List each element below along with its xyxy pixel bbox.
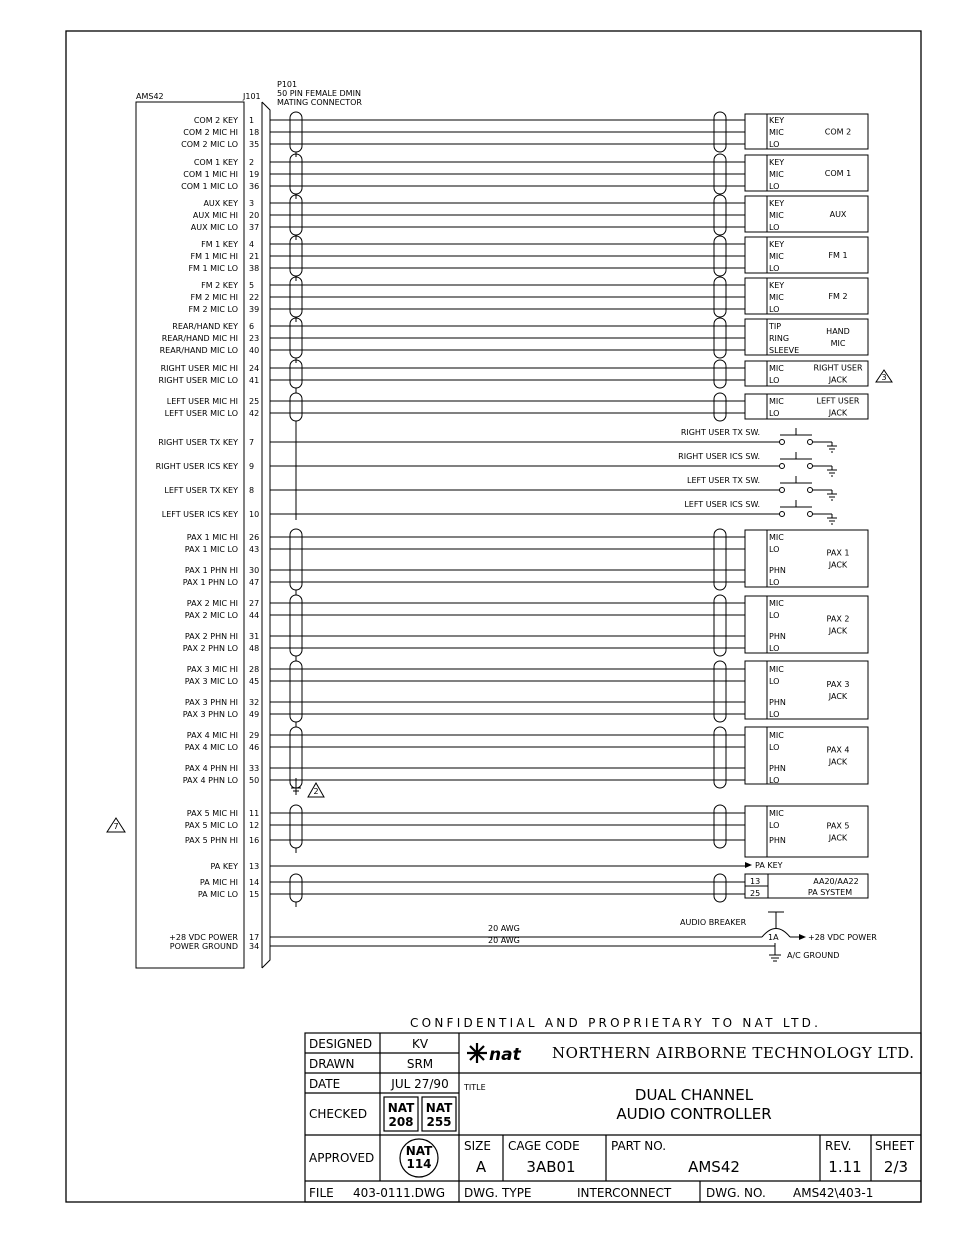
wire-label: PAX 4 PHN HI	[184, 764, 238, 773]
device-pin-label: KEY	[769, 281, 785, 290]
pin-number: 50	[249, 776, 260, 785]
wire-label: PAX 4 MIC LO	[184, 743, 238, 752]
device-box	[745, 727, 868, 784]
pin-number: 16	[249, 836, 260, 845]
pin-number: 19	[249, 170, 260, 179]
device-pin-label: SLEEVE	[769, 346, 800, 355]
device-name: PAX 4	[826, 745, 850, 755]
pin-number: 49	[249, 710, 260, 719]
sheet-value: 2/3	[883, 1158, 909, 1176]
wire-label: PAX 5 MIC LO	[184, 821, 238, 830]
device-pin-label: LO	[769, 140, 780, 149]
wire-label: LEFT USER MIC LO	[164, 409, 238, 418]
checked-label: CHECKED	[309, 1107, 368, 1121]
device-pin-label: MIC	[769, 293, 784, 302]
pin-number: 4	[249, 240, 255, 249]
device-pin-label: LO	[769, 545, 780, 554]
device-pin-label: PHN	[769, 764, 786, 773]
mate-line-2: 50 PIN FEMALE DMIN	[277, 89, 361, 98]
wire-label: RIGHT USER MIC LO	[158, 376, 238, 385]
device-pin-label: PHN	[769, 698, 786, 707]
part-no-label: PART NO.	[611, 1139, 667, 1153]
wire-label: COM 1 KEY	[193, 158, 238, 167]
pa-pin-13: 13	[750, 877, 761, 886]
cage-code-value: 3AB01	[526, 1158, 576, 1176]
wire-label: PAX 1 MIC LO	[184, 545, 238, 554]
device-pin-label: TIP	[769, 322, 782, 331]
wire-label: LEFT USER TX KEY	[164, 486, 238, 495]
device-pin-label: MIC	[769, 170, 784, 179]
cable-shield	[290, 595, 302, 656]
wire-label: PA KEY	[210, 862, 238, 871]
wire-label: PA MIC HI	[199, 878, 238, 887]
date-value: JUL 27/90	[391, 1077, 449, 1091]
wire-label: PAX 2 MIC LO	[184, 611, 238, 620]
breaker-rating: 1A	[768, 933, 779, 942]
pin-number: 28	[249, 665, 260, 674]
switch-label: RIGHT USER TX SW.	[680, 428, 760, 437]
size-label: SIZE	[464, 1139, 491, 1153]
pin-number: 13	[249, 862, 260, 871]
wire-label: PAX 3 PHN HI	[184, 698, 238, 707]
device-pin-label: MIC	[769, 211, 784, 220]
device-name: JACK	[828, 626, 848, 636]
switch-label: RIGHT USER ICS SW.	[678, 452, 760, 461]
device-pin-label: MIC	[769, 397, 784, 406]
device-name: JACK	[828, 375, 848, 385]
device-pin-label: KEY	[769, 240, 785, 249]
power-arrow	[799, 934, 806, 940]
breaker-label: AUDIO BREAKER	[680, 918, 747, 927]
device-box	[745, 196, 868, 232]
device-box	[745, 278, 868, 314]
pin-number: 48	[249, 644, 260, 653]
wire-label: AUX KEY	[203, 199, 238, 208]
cable-shield	[290, 360, 302, 388]
wire-label: PAX 3 MIC HI	[186, 665, 238, 674]
pin-number: 25	[249, 397, 260, 406]
switch-contact	[808, 488, 813, 493]
wire-label: COM 2 MIC LO	[181, 140, 238, 149]
device-pin-label: PHN	[769, 836, 786, 845]
pin-number: 26	[249, 533, 260, 542]
cable-shield	[714, 805, 726, 848]
switch-contact	[780, 488, 785, 493]
pa-key-arrow	[745, 862, 752, 868]
device-pin-label: LO	[769, 710, 780, 719]
pin-number: 14	[249, 878, 260, 887]
cable-shield	[290, 805, 302, 848]
device-name: JACK	[828, 692, 848, 701]
wire-label: AUX MIC LO	[190, 223, 238, 232]
device-pin-label: PHN	[769, 566, 786, 575]
pa-system-name-1: AA20/AA22	[813, 877, 859, 886]
wire-label: COM 2 MIC HI	[183, 128, 238, 137]
pin-number: 24	[249, 364, 260, 373]
approved-stamp-top: NAT	[405, 1144, 433, 1158]
wire-label: PAX 2 PHN LO	[182, 644, 238, 653]
awg-label-2: 20 AWG	[488, 936, 520, 945]
unit-label: AMS42	[136, 92, 164, 101]
pin-number: 44	[249, 611, 260, 620]
device-pin-label: KEY	[769, 199, 785, 208]
drawn-label: DRAWN	[309, 1057, 355, 1071]
sheet-label: SHEET	[875, 1139, 915, 1153]
cable-shield	[290, 661, 302, 722]
wire-label: PAX 1 MIC HI	[186, 533, 238, 542]
wire-label: FM 1 KEY	[201, 240, 238, 249]
wire-label: FM 1 MIC HI	[190, 252, 238, 261]
wire-label: PAX 4 PHN LO	[182, 776, 238, 785]
pin-number: 41	[249, 376, 260, 385]
pin-number: 9	[249, 462, 255, 471]
device-pin-label: LO	[769, 677, 780, 686]
pin-number: 45	[249, 677, 260, 686]
pa-system-name-2: PA SYSTEM	[807, 888, 853, 897]
cable-shield	[714, 595, 726, 656]
device-name: PAX 1	[826, 548, 850, 558]
wire-label: PAX 2 PHN HI	[184, 632, 238, 641]
wire-label: FM 1 MIC LO	[188, 264, 238, 273]
note-2: 2	[313, 787, 319, 796]
file-value: 403-0111.DWG	[353, 1186, 445, 1200]
checked-stamp-2-top: NAT	[425, 1101, 453, 1115]
dwg-no-label: DWG. NO.	[706, 1186, 766, 1200]
device-name: PAX 2	[826, 614, 850, 624]
pin-number: 8	[249, 486, 255, 495]
device-pin-label: KEY	[769, 116, 785, 125]
switch-label: LEFT USER TX SW.	[686, 476, 760, 485]
wire-label: LEFT USER MIC HI	[166, 397, 238, 406]
device-name: PAX 3	[826, 680, 850, 689]
cable-shield	[290, 393, 302, 421]
pa-pin-25: 25	[750, 889, 761, 898]
device-box	[745, 237, 868, 273]
logo-wordmark: nat	[489, 1045, 521, 1065]
device-pin-label: LO	[769, 376, 780, 385]
pin-number: 11	[249, 809, 260, 818]
device-pin-label: PHN	[769, 632, 786, 641]
pin-number: 42	[249, 409, 260, 418]
title-line-2: AUDIO CONTROLLER	[616, 1105, 772, 1123]
pin-number: 15	[249, 890, 260, 899]
drawn-value: SRM	[406, 1057, 434, 1071]
switch-contact	[808, 440, 813, 445]
approved-label: APPROVED	[309, 1151, 375, 1165]
wire-label: PAX 3 MIC LO	[184, 677, 238, 686]
pin-number: 6	[249, 322, 255, 331]
wire-label: COM 1 MIC LO	[181, 182, 238, 191]
device-pin-label: MIC	[769, 364, 784, 373]
device-name: PAX 5	[826, 821, 850, 831]
connector-label: J101	[243, 92, 261, 101]
switch-contact	[808, 512, 813, 517]
wire-label: PAX 3 PHN LO	[182, 710, 238, 719]
device-pin-label: LO	[769, 223, 780, 232]
checked-stamp-1-num: 208	[388, 1115, 414, 1129]
wire-label: FM 2 KEY	[201, 281, 238, 290]
switch-contact	[808, 464, 813, 469]
checked-stamp-1-top: NAT	[387, 1101, 415, 1115]
pin-number: 39	[249, 305, 260, 314]
pa-key-label: PA KEY	[755, 861, 783, 870]
pin-number: 37	[249, 223, 260, 232]
device-pin-label: LO	[769, 578, 780, 587]
pin-number: 38	[249, 264, 260, 273]
pin-number: 2	[249, 158, 255, 167]
wire-label: RIGHT USER MIC HI	[160, 364, 238, 373]
mate-line-3: MATING CONNECTOR	[277, 98, 362, 107]
wire-label: REAR/HAND KEY	[172, 322, 238, 331]
device-pin-label: LO	[769, 264, 780, 273]
device-pin-label: MIC	[769, 533, 784, 542]
pin-number: 7	[249, 438, 255, 447]
awg-label-1: 20 AWG	[488, 924, 520, 933]
approved-stamp-num: 114	[406, 1157, 432, 1171]
cage-code-label: CAGE CODE	[508, 1139, 580, 1153]
device-pin-label: MIC	[769, 731, 784, 740]
note-3: 3	[881, 373, 887, 382]
device-name: JACK	[828, 560, 848, 570]
device-pin-label: LO	[769, 743, 780, 752]
device-pin-label: MIC	[769, 665, 784, 674]
device-box	[745, 806, 868, 857]
wire-label: REAR/HAND MIC LO	[159, 346, 238, 355]
pin-number: 33	[249, 764, 260, 773]
pin-number: 47	[249, 578, 260, 587]
confidential-notice: CONFIDENTIAL AND PROPRIETARY TO NAT LTD.	[410, 1016, 818, 1030]
device-pin-label: MIC	[769, 809, 784, 818]
pin-number: 1	[249, 116, 255, 125]
device-name: COM 1	[824, 169, 852, 178]
device-pin-label: MIC	[769, 599, 784, 608]
device-box	[745, 319, 868, 355]
wire-label: PAX 1 PHN HI	[184, 566, 238, 575]
pin-number: 22	[249, 293, 260, 302]
wire-label: PAX 5 PHN HI	[184, 836, 238, 845]
wire-label: REAR/HAND MIC HI	[161, 334, 238, 343]
wire-label: PAX 2 MIC HI	[186, 599, 238, 608]
switch-contact	[780, 440, 785, 445]
device-name: JACK	[828, 833, 848, 843]
cable-shield	[714, 529, 726, 590]
rev-value: 1.11	[828, 1158, 862, 1176]
device-pin-label: LO	[769, 821, 780, 830]
device-name: RIGHT USER	[813, 363, 863, 373]
wire-label: RIGHT USER TX KEY	[158, 438, 238, 447]
pin-number: 10	[249, 510, 260, 519]
wire-label: RIGHT USER ICS KEY	[155, 462, 238, 471]
wire-label: COM 1 MIC HI	[183, 170, 238, 179]
cable-shield	[714, 661, 726, 722]
switch-contact	[780, 512, 785, 517]
pin-number: 17	[249, 933, 260, 942]
mating-connector-outline	[262, 102, 270, 968]
cable-shield	[290, 874, 302, 902]
pin-number: 32	[249, 698, 260, 707]
cable-shield	[714, 360, 726, 388]
company-name: NORTHERN AIRBORNE TECHNOLOGY LTD.	[552, 1044, 914, 1062]
device-pin-label: KEY	[769, 158, 785, 167]
pin-number: 35	[249, 140, 260, 149]
cable-shield	[714, 727, 726, 788]
device-name: JACK	[828, 408, 848, 418]
device-pin-label: LO	[769, 409, 780, 418]
wire-label: +28 VDC POWER	[169, 933, 238, 942]
devices-layer	[745, 114, 868, 857]
device-box	[745, 530, 868, 587]
pin-number: 27	[249, 599, 260, 608]
wire-label: POWER GROUND	[169, 942, 238, 951]
size-value: A	[475, 1158, 487, 1176]
wire-label: LEFT USER ICS KEY	[161, 510, 238, 519]
device-pin-label: LO	[769, 305, 780, 314]
pin-number: 29	[249, 731, 260, 740]
vdc-power-label: +28 VDC POWER	[808, 933, 877, 942]
device-pin-label: MIC	[769, 128, 784, 137]
device-pin-label: LO	[769, 776, 780, 785]
part-no-value: AMS42	[688, 1158, 740, 1176]
pin-number: 3	[249, 199, 255, 208]
title-label: TITLE	[464, 1083, 486, 1092]
pin-number: 40	[249, 346, 260, 355]
device-box	[745, 596, 868, 653]
wire-label: PA MIC LO	[197, 890, 238, 899]
device-name: FM 2	[828, 292, 848, 301]
cable-shield	[714, 393, 726, 421]
device-box	[745, 661, 868, 719]
cable-shield	[290, 529, 302, 590]
switch-contact	[780, 464, 785, 469]
wire-label: PAX 5 MIC HI	[186, 809, 238, 818]
wire-label: FM 2 MIC HI	[190, 293, 238, 302]
switch-label: LEFT USER ICS SW.	[684, 500, 760, 509]
wire-label: PAX 1 PHN LO	[182, 578, 238, 587]
dwg-type-label: DWG. TYPE	[464, 1186, 532, 1200]
device-name: AUX	[829, 210, 847, 219]
device-name: JACK	[828, 757, 848, 767]
pin-number: 23	[249, 334, 260, 343]
pin-number: 46	[249, 743, 260, 752]
dwg-no-value: AMS42\403-1	[793, 1186, 874, 1200]
pin-number: 5	[249, 281, 255, 290]
mate-line-1: P101	[277, 80, 298, 89]
device-pin-label: LO	[769, 611, 780, 620]
pin-number: 34	[249, 942, 260, 951]
file-label: FILE	[309, 1186, 334, 1200]
cable-shield	[714, 874, 726, 902]
dwg-type-value: INTERCONNECT	[577, 1186, 672, 1200]
device-pin-label: MIC	[769, 252, 784, 261]
pin-number: 31	[249, 632, 260, 641]
date-label: DATE	[309, 1077, 341, 1091]
pin-number: 12	[249, 821, 260, 830]
note-7: 7	[113, 822, 119, 831]
title-line-1: DUAL CHANNEL	[634, 1086, 754, 1104]
device-pin-label: LO	[769, 182, 780, 191]
device-name: FM 1	[828, 251, 848, 260]
device-name: MIC	[830, 339, 846, 348]
device-name: COM 2	[824, 127, 852, 137]
checked-stamp-2-num: 255	[426, 1115, 452, 1129]
ac-ground-label: A/C GROUND	[787, 951, 840, 960]
designed-value: KV	[411, 1037, 429, 1051]
pin-number: 18	[249, 128, 260, 137]
pin-number: 43	[249, 545, 260, 554]
pin-number: 20	[249, 211, 260, 220]
device-name: HAND	[826, 327, 850, 336]
pin-number: 21	[249, 252, 260, 261]
wire-label: FM 2 MIC LO	[188, 305, 238, 314]
device-pin-label: LO	[769, 644, 780, 653]
wire-label: AUX MIC HI	[192, 211, 238, 220]
nat-logo-icon	[467, 1043, 487, 1063]
rev-label: REV.	[825, 1139, 852, 1153]
pin-number: 30	[249, 566, 260, 575]
wire-label: COM 2 KEY	[193, 116, 238, 125]
device-name: LEFT USER	[816, 396, 860, 406]
pin-number: 36	[249, 182, 260, 191]
wire-label: PAX 4 MIC HI	[186, 731, 238, 740]
device-pin-label: RING	[769, 334, 790, 343]
designed-label: DESIGNED	[309, 1037, 373, 1051]
